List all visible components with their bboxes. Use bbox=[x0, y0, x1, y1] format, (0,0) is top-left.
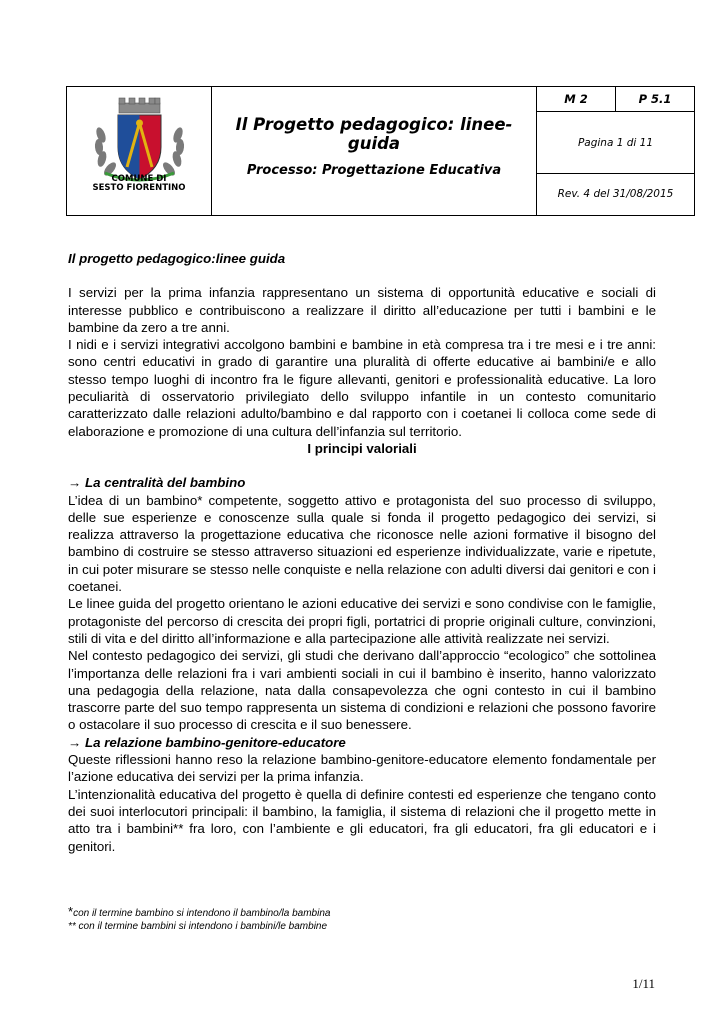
footnote bbox=[68, 905, 656, 920]
paragraph: I nidi e i servizi integrativi accolgono bambini e bambine in età compresa tra i tre mesi e i tre anni: sono centri educativi in grado di garantire una pluralità di offerte educative ai bambini/e e allo stesso tempo luoghi di incontro fra le figure allevanti, genitori e professionalità educative. La loro peculiarità di osservatorio privilegiato dello sviluppo infantile in un contesto comunitario caratterizzato dalle relazioni adulto/bambino e dal rapporto con i coetanei li colloca come sede di elaborazione e promozione di una cultura dell’infanzia sul territorio. bbox=[68, 337, 656, 439]
module-code-cell bbox=[537, 87, 616, 112]
arrow-icon: → bbox=[68, 475, 82, 491]
paragraph: L’idea di un bambino* competente, soggetto attivo e protagonista del suo processo di sviluppo, delle sue esperienze e conoscenze sulla quale si fonda il progetto pedagogico dei servizi, si realizza attraverso la progettazione educativa che riconosce nelle azioni formative il bisogno del bambino di costruire se stesso attraverso situazioni ed esperienze individualizzate, varie e ripetute, in cui poter misurare se stesso nelle conquiste e nella relazione con adulti diversi dai genitori e con i coetanei. bbox=[68, 492, 656, 595]
paragraph: Le linee guida del progetto orientano le azioni educative dei servizi e sono condivise con le famiglie, protagoniste del percorso di crescita dei propri figli, portatrici di proprie originali culture, convinzioni, stili di vita e del diritto all’informazione e alla partecipazione alle attività realizzate nei servizi. bbox=[68, 596, 656, 646]
arrow-icon: → bbox=[68, 734, 82, 750]
paragraph: Queste riflessioni hanno reso la relazione bambino-genitore-educatore elemento fondamentale per l’azione educativa dei servizi per la prima infanzia. bbox=[68, 752, 656, 785]
process-subtitle: Processo: Progettazione Educativa bbox=[246, 163, 502, 178]
subsection-heading bbox=[68, 474, 656, 491]
paragraph-code: P 5.1 bbox=[638, 92, 672, 106]
footnotes bbox=[68, 905, 656, 933]
module-code: M 2 bbox=[564, 92, 588, 106]
page-info: Pagina 1 di 11 bbox=[577, 137, 654, 149]
logo-text-line2: SESTO FIORENTINO bbox=[92, 183, 186, 193]
logo-cell bbox=[67, 87, 212, 215]
paragraph: Nel contesto pedagogico dei servizi, gli studi che derivano dall’approccio “ecologico” che sottolinea l’importanza delle relazioni fra i vari ambienti sociali in cui il bambino è inserito, hanno valorizzato una pedagogia della relazione, nata dalla consapevolezza che ogni contesto in cui il bambino trascorre parte del suo tempo rappresenta un sistema di condizioni e relazioni che possono favorire o ostacolare il suo processo di crescita e il suo benessere. bbox=[68, 648, 656, 733]
subsection-title: La relazione bambino-genitore-educatore bbox=[85, 734, 346, 750]
logo-text-line1: COMUNE DI bbox=[111, 174, 167, 184]
page-info-cell bbox=[537, 112, 694, 174]
body-heading: Il progetto pedagogico:linee guida bbox=[68, 251, 286, 266]
title-cell bbox=[212, 87, 537, 215]
revision-info: Rev. 4 del 31/08/2015 bbox=[557, 188, 674, 200]
paragraph: L’intenzionalità educativa del progetto è quella di definire contesti ed esperienze che tengano conto dei suoi interlocutori principali: il bambino, la famiglia, il sistema di relazioni che il progetto mette in atto tra i bambini** fra loro, con l’ambiente e gli educatori, fra gli educatori, fra gli educatori e i genitori. bbox=[68, 786, 656, 854]
footnote-marker: * bbox=[68, 904, 74, 919]
subsection-title: La centralità del bambino bbox=[85, 475, 246, 491]
paragraph-code-cell bbox=[616, 87, 694, 112]
section-title: I principi valoriali bbox=[307, 440, 417, 456]
revision-cell bbox=[537, 174, 694, 215]
footnote-text: con il termine bambino si intendono il bambino/la bambina bbox=[73, 908, 331, 919]
page-number: 1/11 bbox=[632, 976, 655, 991]
document-body bbox=[68, 250, 656, 855]
document-title: Il Progetto pedagogico: linee-guida bbox=[235, 115, 513, 153]
paragraph: I servizi per la prima infanzia rappresentano un sistema di opportunità educative e sociali di interesse pubblico e contribuiscono a realizzare il diritto all’educazione per tutti i bambini e le bambine da zero a tre anni. bbox=[68, 285, 656, 335]
subsection-heading bbox=[68, 734, 656, 751]
footnote: ** con il termine bambini si intendono i bambini/le bambine bbox=[68, 921, 328, 932]
document-header-table bbox=[66, 86, 695, 216]
